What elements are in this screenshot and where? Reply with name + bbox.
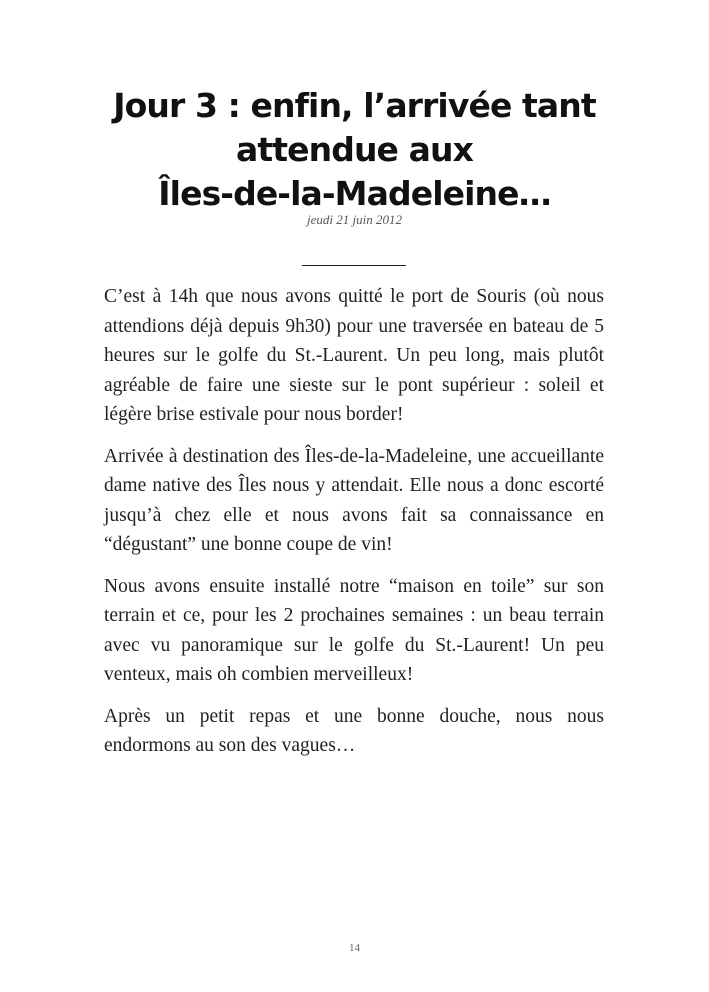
paragraph: Arrivée à destination des Îles-de-la-Madeleine, une accueillante dame native des Îles nous y attendait. Elle nous a donc escorté jusqu’à chez elle et nous avons fait sa connaissance en “dégustant” une bonne coupe de vin! bbox=[104, 445, 604, 555]
chapter-title-line: Jour 3 : enfin, l’arrivée tant bbox=[113, 86, 596, 125]
chapter-title-line: attendue aux bbox=[236, 130, 473, 169]
body-text bbox=[104, 282, 604, 773]
entry-date: jeudi 21 juin 2012 bbox=[307, 212, 402, 227]
page-number: 14 bbox=[349, 942, 360, 954]
title-divider bbox=[302, 265, 406, 266]
paragraph: Après un petit repas et une bonne douche, nous nous endormons au son des vagues… bbox=[104, 705, 604, 756]
chapter-title bbox=[60, 84, 649, 216]
chapter-title-line: Îles-de-la-Madeleine… bbox=[158, 174, 551, 213]
paragraph: Nous avons ensuite installé notre “maison en toile” sur son terrain et ce, pour les 2 prochaines semaines : un beau terrain avec vu panoramique sur le golfe du St.-Laurent! Un peu venteux, mais oh combien merveilleux! bbox=[104, 575, 604, 685]
paragraph: C’est à 14h que nous avons quitté le port de Souris (où nous attendions déjà depuis 9h30) pour une traversée en bateau de 5 heures sur le golfe du St.-Laurent. Un peu long, mais plutôt agréable de faire une sieste sur le pont supérieur : soleil et légère brise estivale pour nous border! bbox=[104, 286, 604, 425]
